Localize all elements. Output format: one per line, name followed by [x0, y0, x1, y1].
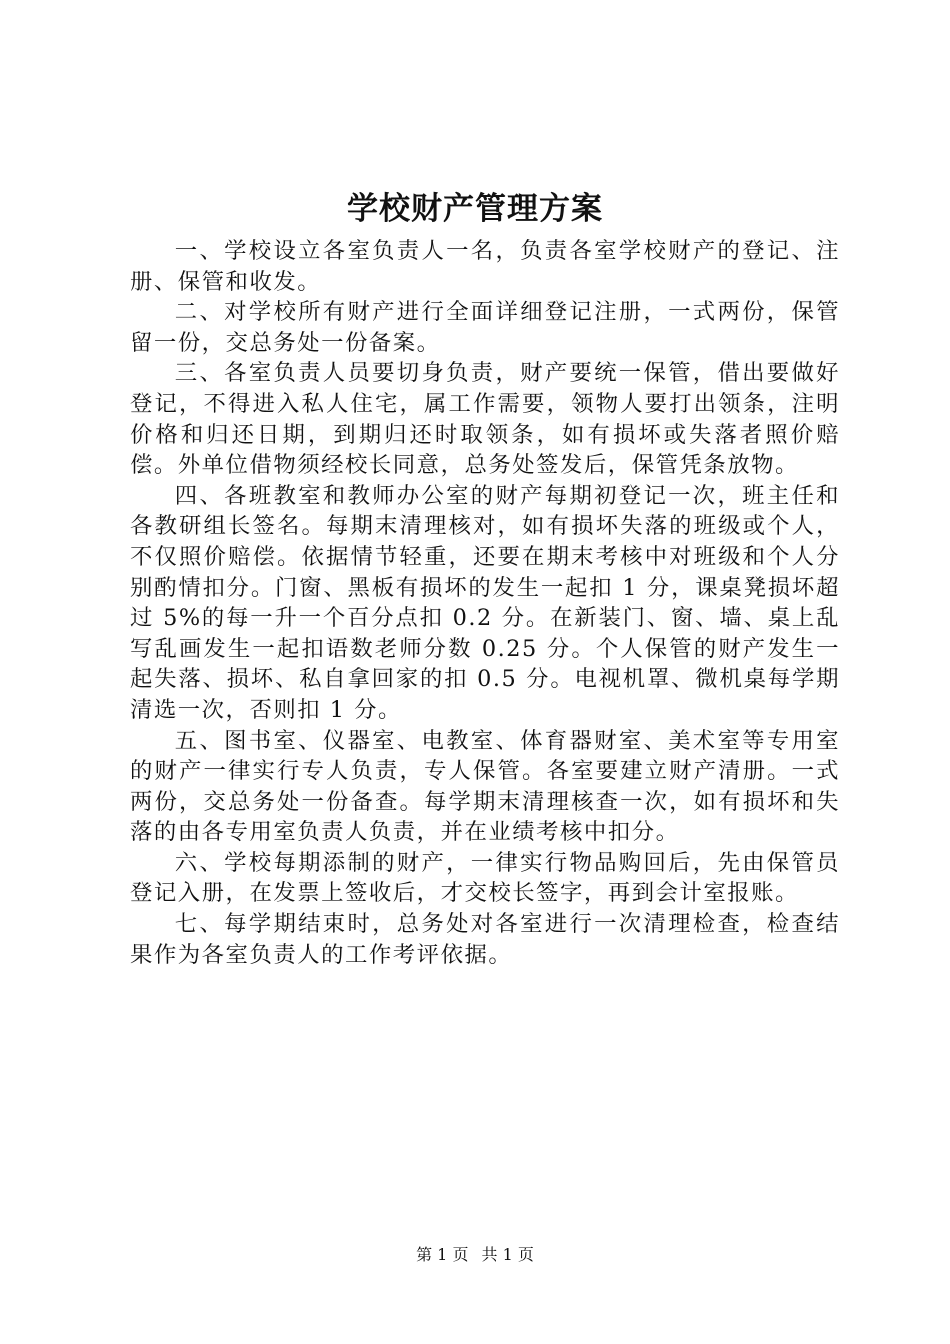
paragraph-2: 二、对学校所有财产进行全面详细登记注册，一式两份，保管留一份，交总务处一份备案。	[130, 299, 840, 356]
document-body	[130, 236, 840, 970]
page-footer	[0, 1243, 950, 1267]
paragraph-4: 四、各班教室和教师办公室的财产每期初登记一次，班主任和各教研组长签名。每期末清理核对，如有损坏失落的班级或个人，不仅照价赔偿。依据情节轻重，还要在期末考核中对班级和个人分别酌情扣分。门窗、黑板有损坏的发生一起扣 1 分，课桌凳损坏超过 5%的每一升一个百分点扣 0.2 分。在新装门、窗、墙、桌上乱写乱画发生一起扣语数老师分数 0.25 分。个人保管的财产发生一起失落、损坏、私自拿回家的扣 0.5 分。电视机罩、微机桌每学期清选一次，否则扣 1 分。	[130, 482, 840, 723]
page-number: 第 1 页	[416, 1245, 469, 1264]
document-title: 学校财产管理方案	[347, 191, 603, 227]
paragraph-3: 三、各室负责人员要切身负责，财产要统一保管，借出要做好登记，不得进入私人住宅，属工作需要，领物人要打出领条，注明价格和归还日期，到期归还时取领条，如有损坏或失落者照价赔偿。外单位借物须经校长同意，总务处签发后，保管凭条放物。	[130, 360, 840, 479]
paragraph-7: 七、每学期结束时，总务处对各室进行一次清理检查，检查结果作为各室负责人的工作考评依据。	[130, 911, 840, 968]
paragraph-6: 六、学校每期添制的财产，一律实行物品购回后，先由保管员登记入册，在发票上签收后，才交校长签字，再到会计室报账。	[130, 849, 840, 907]
paragraph-5: 五、图书室、仪器室、电教室、体育器财室、美术室等专用室的财产一律实行专人负责，专人保管。各室要建立财产清册。一式两份，交总务处一份备查。每学期末清理核查一次，如有损坏和失落的由各专用室负责人负责，并在业绩考核中扣分。	[130, 727, 840, 846]
paragraph-1: 一、学校设立各室负责人一名，负责各室学校财产的登记、注册、保管和收发。	[130, 238, 840, 295]
page-total: 共 1 页	[481, 1245, 534, 1264]
